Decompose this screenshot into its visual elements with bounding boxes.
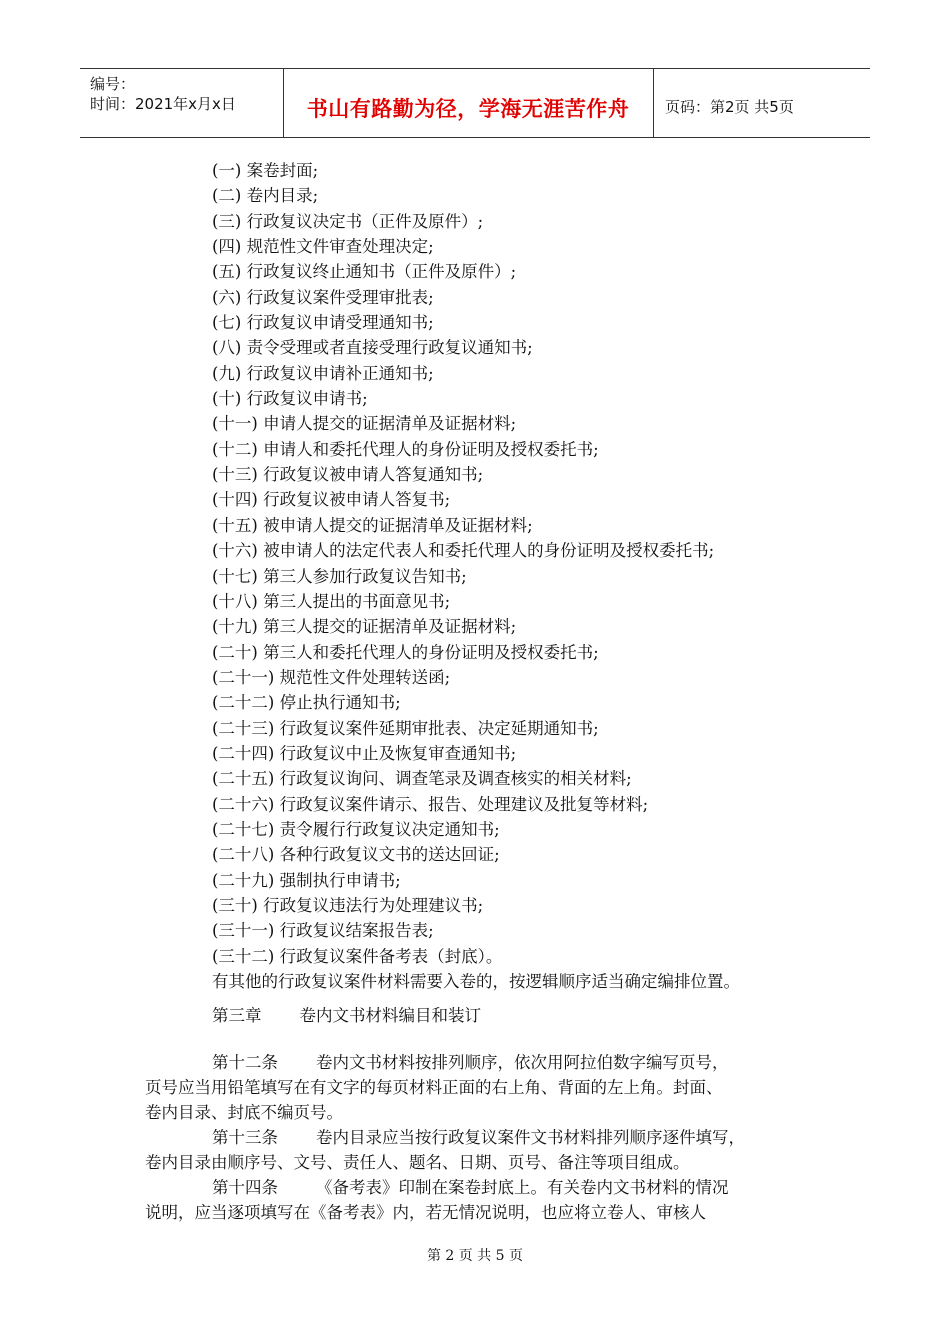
article-text: 卷内文书材料按排列顺序，依次用阿拉伯数字编写页号，: [316, 1053, 729, 1072]
list-item: (八) 责令受理或者直接受理行政复议通知书;: [212, 338, 533, 358]
list-item: (三十一) 行政复议结案报告表;: [212, 921, 434, 941]
list-item: (二十六) 行政复议案件请示、报告、处理建议及批复等材料;: [212, 794, 649, 814]
page-header: [80, 68, 870, 138]
closing-sentence: 有其他的行政复议案件材料需要入卷的，按逻辑顺序适当确定编排位置。: [212, 972, 740, 992]
list-item: (三十二) 行政复议案件备考表（封底）。: [212, 946, 503, 966]
list-item: (二十七) 责令履行行政复议决定通知书;: [212, 819, 500, 839]
page-footer: 第 2 页 共 5 页: [426, 1248, 524, 1264]
list-item: (二十二) 停止执行通知书;: [212, 693, 401, 713]
list-item: (十八) 第三人提出的书面意见书;: [212, 591, 451, 611]
page-info: 页码：第2页 共5页: [665, 98, 794, 116]
motto: 书山有路勤为径，学海无涯苦作舟: [306, 97, 630, 121]
header-motto-cell: [283, 69, 654, 137]
list-item: (十五) 被申请人提交的证据清单及证据材料;: [212, 515, 533, 535]
list-item: (二十三) 行政复议案件延期审批表、决定延期通知书;: [212, 718, 599, 738]
article-text: 卷内目录应当按行政复议案件文书材料排列顺序逐件填写，: [316, 1128, 745, 1147]
list-item: (二十九) 强制执行申请书;: [212, 870, 401, 890]
list-item: (十一) 申请人提交的证据清单及证据材料;: [212, 414, 517, 434]
list-item: (九) 行政复议申请补正通知书;: [212, 363, 434, 383]
article-text: 卷内目录、封底不编页号。: [145, 1103, 343, 1122]
list-item: (二十八) 各种行政复议文书的送达回证;: [212, 845, 500, 865]
list-item: (十三) 行政复议被申请人答复通知书;: [212, 465, 484, 485]
list-item: (一) 案卷封面;: [212, 161, 319, 180]
header-page-cell: [653, 69, 870, 137]
article-text: 卷内目录由顺序号、文号、责任人、题名、日期、页号、备注等项目组成。: [145, 1153, 690, 1172]
list-item: (十) 行政复议申请书;: [212, 389, 368, 409]
article-number: 第十三条: [212, 1128, 278, 1147]
list-item: (十二) 申请人和委托代理人的身份证明及授权委托书;: [212, 439, 599, 459]
list-item: (十六) 被申请人的法定代表人和委托代理人的身份证明及授权委托书;: [212, 541, 715, 561]
chapter-number: 第三章: [212, 1006, 262, 1025]
article-13: [145, 1125, 745, 1175]
code-label: 编号：: [90, 75, 136, 93]
list-item: (十七) 第三人参加行政复议告知书;: [212, 566, 467, 586]
list-item: (三十) 行政复议违法行为处理建议书;: [212, 895, 484, 915]
chapter-title: 卷内文书材料编目和装订: [299, 1006, 481, 1025]
time-label: 时间：2021年x月x日: [90, 95, 236, 113]
list-item: (十九) 第三人提交的证据清单及证据材料;: [212, 617, 517, 637]
list-item: (三) 行政复议决定书（正件及原件）;: [212, 211, 484, 231]
article-text: 《备考表》印制在案卷封底上。有关卷内文书材料的情况: [316, 1178, 729, 1197]
article-number: 第十四条: [212, 1178, 278, 1197]
article-14: [145, 1175, 729, 1225]
list-item: (二十四) 行政复议中止及恢复审查通知书;: [212, 743, 517, 763]
list-item: (五) 行政复议终止通知书（正件及原件）;: [212, 262, 517, 282]
header-meta: [80, 69, 284, 137]
document-list: [212, 158, 714, 969]
list-item: (二) 卷内目录;: [212, 186, 319, 206]
article-number: 第十二条: [212, 1053, 278, 1072]
list-item: (二十五) 行政复议询问、调查笔录及调查核实的相关材料;: [212, 769, 632, 789]
list-item: (十四) 行政复议被申请人答复书;: [212, 490, 451, 510]
list-item: (六) 行政复议案件受理审批表;: [212, 287, 434, 307]
list-item: (二十一) 规范性文件处理转送函;: [212, 667, 451, 687]
chapter-heading: [212, 1003, 481, 1028]
article-text: 说明，应当逐项填写在《备考表》内，若无情况说明，也应将立卷人、审核人: [145, 1203, 706, 1222]
article-12: [145, 1050, 729, 1125]
article-text: 页号应当用铅笔填写在有文字的每页材料正面的右上角、背面的左上角。封面、: [145, 1078, 723, 1097]
list-item: (二十) 第三人和委托代理人的身份证明及授权委托书;: [212, 642, 599, 662]
list-item: (四) 规范性文件审查处理决定;: [212, 237, 434, 257]
list-item: (七) 行政复议申请受理通知书;: [212, 313, 434, 333]
